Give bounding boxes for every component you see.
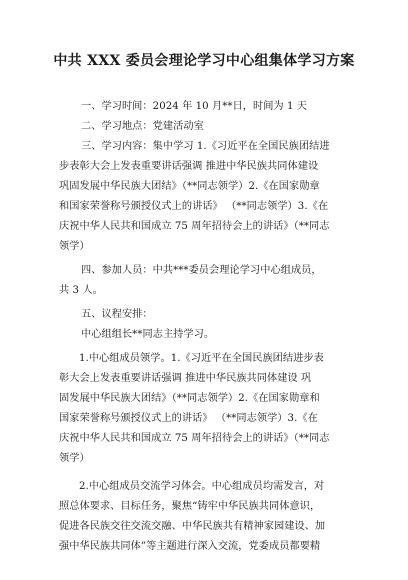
paragraph-line: 庆祝中华人民共和国成立 75 周年招待会上的讲话》（**同志 — [59, 433, 330, 444]
agenda-item-1: 1.中心组成员领学。1.《习近平在全国民族团结进步表 — [79, 353, 324, 364]
paragraph-line: 和国家荣誉称号颁授仪式上的讲话》 （**同志领学）3.《在 — [59, 201, 329, 212]
paragraph-line: 领学） — [59, 453, 90, 464]
section-agenda: 五、议程安排： — [81, 309, 153, 320]
paragraph-line: 彰大会上发表重要讲话强调 推进中华民族共同体建设 巩 — [59, 373, 312, 384]
document-body — [59, 97, 355, 557]
paragraph-line: 领学） — [59, 241, 90, 252]
paragraph-line: 强中华民族共同体”等主题进行深入交流，党委成员都要精 — [59, 541, 321, 552]
paragraph-line: 促进各民族交往交流交融、中华民族共有精神家园建设、加 — [59, 521, 326, 532]
paragraph-line: 步表彰大会上发表重要讲话强调 推进中华民族共同体建设 — [59, 161, 319, 172]
paragraph-line: 照总体要求、目标任务，聚焦“铸牢中华民族共同体意识， — [59, 501, 321, 512]
section-study-time: 一、学习时间：2024 年 10 月**日，时间为 1 天 — [81, 101, 308, 112]
paragraph-line: 共 3 人。 — [59, 285, 103, 296]
agenda-host-line: 中心组组长**同志主持学习。 — [81, 329, 215, 340]
paragraph-line: 国家荣誉称号颁授仪式上的讲话》 （**同志领学）3.《在 — [59, 413, 318, 424]
section-participants: 四、参加人员：中共***委员会理论学习中心组成员， — [81, 265, 322, 276]
paragraph-line: 固发展中华民族大团结》（**同志领学）2.《在国家勋章和 — [59, 393, 320, 404]
document-title: 中共 XXX 委员会理论学习中心组集体学习方案 — [53, 53, 355, 69]
agenda-item-2: 2.中心组成员交流学习体会。中心组成员均需发言，对 — [79, 481, 325, 492]
section-study-location: 二、学习地点：党建活动室 — [81, 121, 204, 132]
section-study-content: 三、学习内容：集中学习 1.《习近平在全国民族团结进 — [81, 141, 330, 152]
paragraph-line: 巩固发展中华民族大团结》（**同志领学）2.《在国家勋章 — [59, 181, 320, 192]
paragraph-line: 庆祝中华人民共和国成立 75 周年招待会上的讲话》（**同志 — [59, 221, 330, 232]
